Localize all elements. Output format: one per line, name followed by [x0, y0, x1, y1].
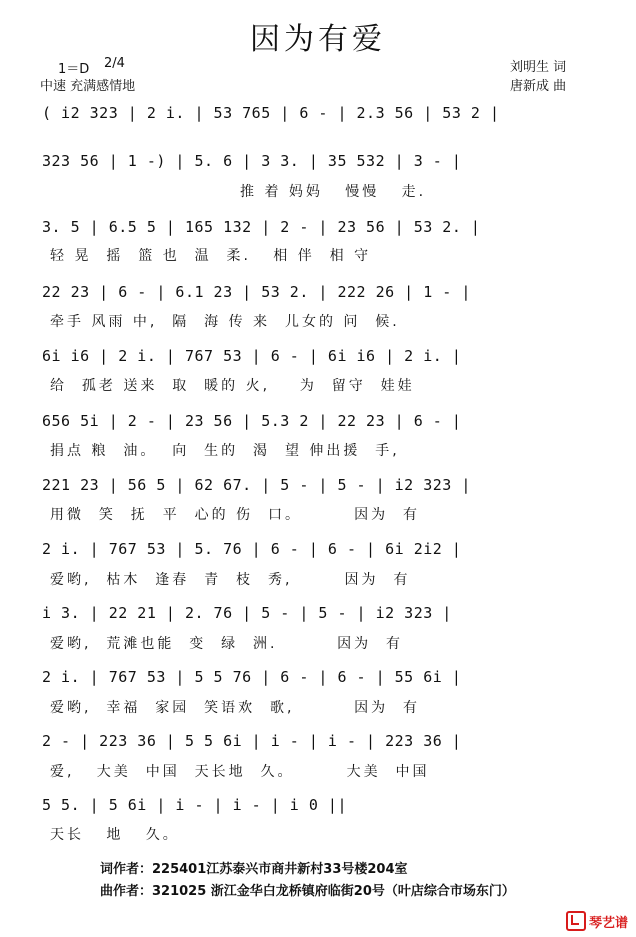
- composer-address: 曲作者：321025 浙江金华白龙桥镇府临街20号（叶店综合市场东门）: [100, 884, 515, 899]
- lyric-line: 推 着 妈妈 慢慢 走.: [240, 184, 427, 200]
- notation-line: 3. 5 | 6.5 5 | 165 132 | 2 - | 23 56 | 53 2. |: [42, 218, 481, 236]
- notation-line: 2 - | 223 36 | 5 5 6i | i - | i - | 223 36 |: [42, 732, 462, 750]
- logo-icon: [566, 911, 586, 931]
- lyric-line: 用微 笑 抚 平 心的 伤 口。 因为 有: [50, 507, 421, 523]
- song-title: 因为有爱: [250, 22, 386, 57]
- lyric-line: 爱哟, 荒滩也能 变 绿 洲. 因为 有: [50, 636, 404, 652]
- lyric-line: 爱哟, 枯木 逢春 青 枝 秀, 因为 有: [50, 572, 411, 588]
- time-signature: 2/4: [104, 56, 125, 71]
- site-logo[interactable]: [566, 911, 628, 931]
- notation-line: 22 23 | 6 - | 6.1 23 | 53 2. | 222 26 | 1 - |: [42, 283, 471, 301]
- lyric-line: 轻 晃 摇 篮 也 温 柔. 相 伴 相 守: [50, 248, 372, 264]
- lyric-line: 给 孤老 送来 取 暖的 火, 为 留守 娃娃: [50, 378, 415, 394]
- notation-line: 6i i6 | 2 i. | 767 53 | 6 - | 6i i6 | 2 i. |: [42, 347, 462, 365]
- notation-line: 323 56 | 1 -) | 5. 6 | 3 3. | 35 532 | 3 - |: [42, 152, 462, 170]
- logo-text: 琴艺谱: [588, 916, 628, 931]
- lyric-line: 捐点 粮 油。 向 生的 渴 望 伸出援 手,: [50, 443, 400, 459]
- lyric-line: 天长 地 久。: [50, 827, 180, 843]
- notation-line: 2 i. | 767 53 | 5 5 76 | 6 - | 6 - | 55 6i |: [42, 668, 462, 686]
- composer-credit: 唐新成 曲: [510, 79, 567, 94]
- notation-line: ( i2 323 | 2 i. | 53 765 | 6 - | 2.3 56 | 53 2 |: [42, 104, 500, 122]
- notation-line: 656 5i | 2 - | 23 56 | 5.3 2 | 22 23 | 6 - |: [42, 412, 462, 430]
- tempo-marking: 中速 充满感情地: [40, 79, 136, 94]
- key-signature: 1＝D: [58, 62, 90, 77]
- lyricist-credit: 刘明生 词: [510, 60, 567, 75]
- notation-line: 221 23 | 56 5 | 62 67. | 5 - | 5 - | i2 323 |: [42, 476, 471, 494]
- notation-line: i 3. | 22 21 | 2. 76 | 5 - | 5 - | i2 323 |: [42, 604, 452, 622]
- lyric-line: 爱, 大美 中国 天长地 久。 大美 中国: [50, 764, 430, 780]
- lyric-line: 牵手 风雨 中, 隔 海 传 来 儿女的 问 候.: [50, 314, 400, 330]
- notation-line: 2 i. | 767 53 | 5. 76 | 6 - | 6 - | 6i 2i2 |: [42, 540, 462, 558]
- lyric-line: 爱哟, 幸福 家园 笑语欢 歌, 因为 有: [50, 700, 421, 716]
- notation-line: 5 5. | 5 6i | i - | i - | i 0 ||: [42, 796, 347, 814]
- lyricist-address: 词作者：225401江苏泰兴市商井新村33号楼204室: [100, 862, 408, 877]
